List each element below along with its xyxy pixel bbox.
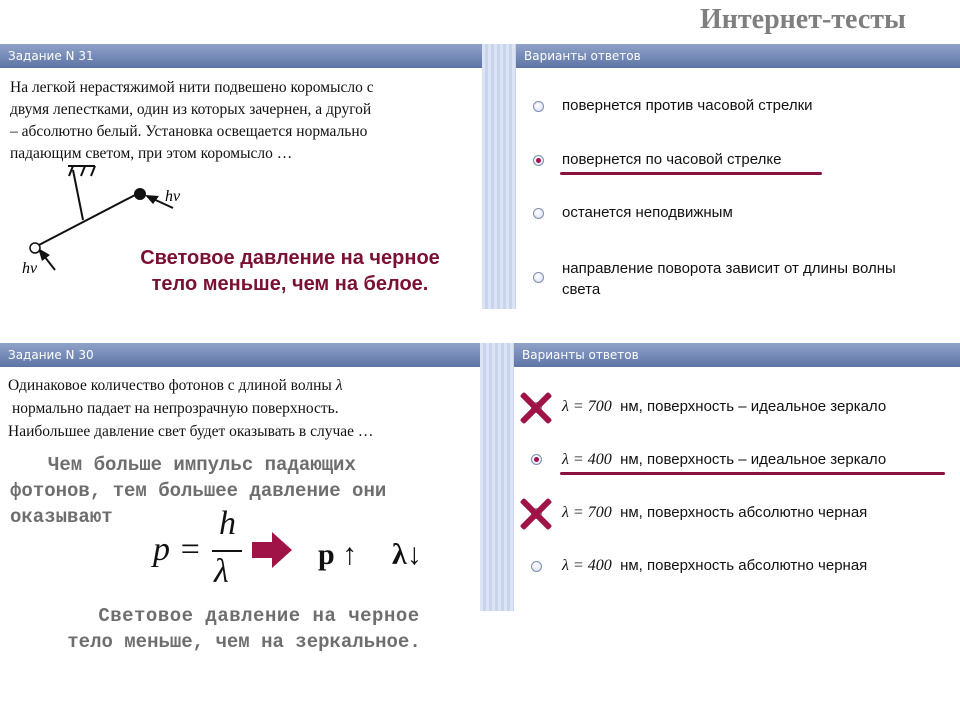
answers30-header: Варианты ответов bbox=[514, 343, 960, 367]
question-line: нормально падает на непрозрачную поверхность. bbox=[12, 400, 339, 417]
photon-label-right: hν bbox=[165, 188, 181, 205]
task30-explanation bbox=[10, 452, 480, 530]
note-line: Чем больше импульс падающих bbox=[48, 454, 356, 476]
answer31-radio-2[interactable] bbox=[533, 155, 544, 166]
lambda-decrease: λ↓ bbox=[392, 538, 422, 571]
black-petal bbox=[134, 188, 146, 200]
note-line: фотонов, тем большее давление они bbox=[10, 480, 387, 502]
cross-mark-icon bbox=[518, 390, 554, 426]
option-line: света bbox=[562, 281, 601, 298]
page-title: Интернет-тесты bbox=[700, 4, 906, 35]
lambda-symbol: λ bbox=[335, 377, 343, 394]
task30-question bbox=[8, 374, 478, 443]
implies-arrow-icon bbox=[252, 532, 292, 568]
note-line: Световое давление на черное bbox=[140, 247, 440, 269]
white-petal bbox=[30, 243, 40, 253]
answer30-option-2[interactable] bbox=[562, 449, 886, 470]
option-text: нм, поверхность – идеальное зеркало bbox=[620, 451, 887, 468]
photon-label-left: hν bbox=[22, 260, 38, 277]
cross-mark-icon bbox=[518, 496, 554, 532]
answer30-radio-2[interactable] bbox=[531, 454, 542, 465]
option-text: нм, поверхность – идеальное зеркало bbox=[620, 398, 887, 415]
note-line: тело меньше, чем на зеркальное. bbox=[67, 631, 421, 653]
option-lambda: λ = 400 bbox=[562, 451, 612, 468]
option-lambda: λ = 700 bbox=[562, 398, 612, 415]
selected-underline bbox=[560, 172, 822, 175]
suspension-thread bbox=[73, 170, 83, 220]
note-line: оказывают bbox=[10, 506, 113, 528]
answer31-radio-1[interactable] bbox=[533, 101, 544, 112]
answer31-radio-4[interactable] bbox=[533, 272, 544, 283]
task30-header: Задание N 30 bbox=[0, 343, 480, 367]
answers31-header: Варианты ответов bbox=[516, 44, 960, 68]
divider-stripe bbox=[480, 343, 514, 611]
answer31-radio-3[interactable] bbox=[533, 208, 544, 219]
question-line: Наибольшее давление свет будет оказывать в случае … bbox=[8, 423, 374, 440]
task31-explanation bbox=[105, 245, 475, 297]
divider-stripe bbox=[482, 44, 516, 309]
note-line: тело меньше, чем на белое. bbox=[151, 273, 429, 295]
answer31-option-2[interactable]: повернется по часовой стрелке bbox=[562, 151, 782, 168]
selected-underline bbox=[560, 472, 945, 475]
answer30-radio-4[interactable] bbox=[531, 561, 542, 572]
fraction-bar bbox=[212, 550, 242, 552]
task30-conclusion bbox=[24, 603, 464, 655]
p-increase: p ↑ bbox=[318, 538, 358, 571]
formula-denominator: λ bbox=[214, 553, 229, 590]
question-line: На легкой нерастяжимой нити подвешено коромысло с bbox=[10, 79, 374, 96]
answer31-option-1[interactable]: повернется против часовой стрелки bbox=[562, 97, 813, 114]
option-lambda: λ = 400 bbox=[562, 557, 612, 574]
answer30-option-1[interactable] bbox=[562, 396, 886, 417]
question-line: падающим светом, при этом коромысло … bbox=[10, 145, 293, 162]
option-line: направление поворота зависит от длины волны bbox=[562, 260, 896, 277]
option-text: нм, поверхность абсолютно черная bbox=[620, 557, 868, 574]
question-line: Одинаковое количество фотонов с длиной волны λ bbox=[8, 377, 343, 394]
answer31-option-4[interactable] bbox=[562, 258, 896, 300]
answer31-option-3[interactable]: останется неподвижным bbox=[562, 204, 733, 221]
option-text: нм, поверхность абсолютно черная bbox=[620, 504, 868, 521]
task31-question bbox=[10, 77, 480, 165]
answer30-option-3[interactable] bbox=[562, 502, 867, 523]
option-lambda: λ = 700 bbox=[562, 504, 612, 521]
note-line: Световое давление на черное bbox=[98, 605, 420, 627]
formula-lhs: p = bbox=[153, 531, 202, 568]
answer30-option-4[interactable] bbox=[562, 555, 867, 576]
beam-rod bbox=[37, 194, 137, 246]
question-line: – абсолютно белый. Установка освещается нормально bbox=[10, 123, 368, 140]
question-line: двумя лепестками, один из которых зачернен, а другой bbox=[10, 101, 372, 118]
task31-header: Задание N 31 bbox=[0, 44, 482, 68]
formula-numerator: h bbox=[219, 505, 236, 542]
